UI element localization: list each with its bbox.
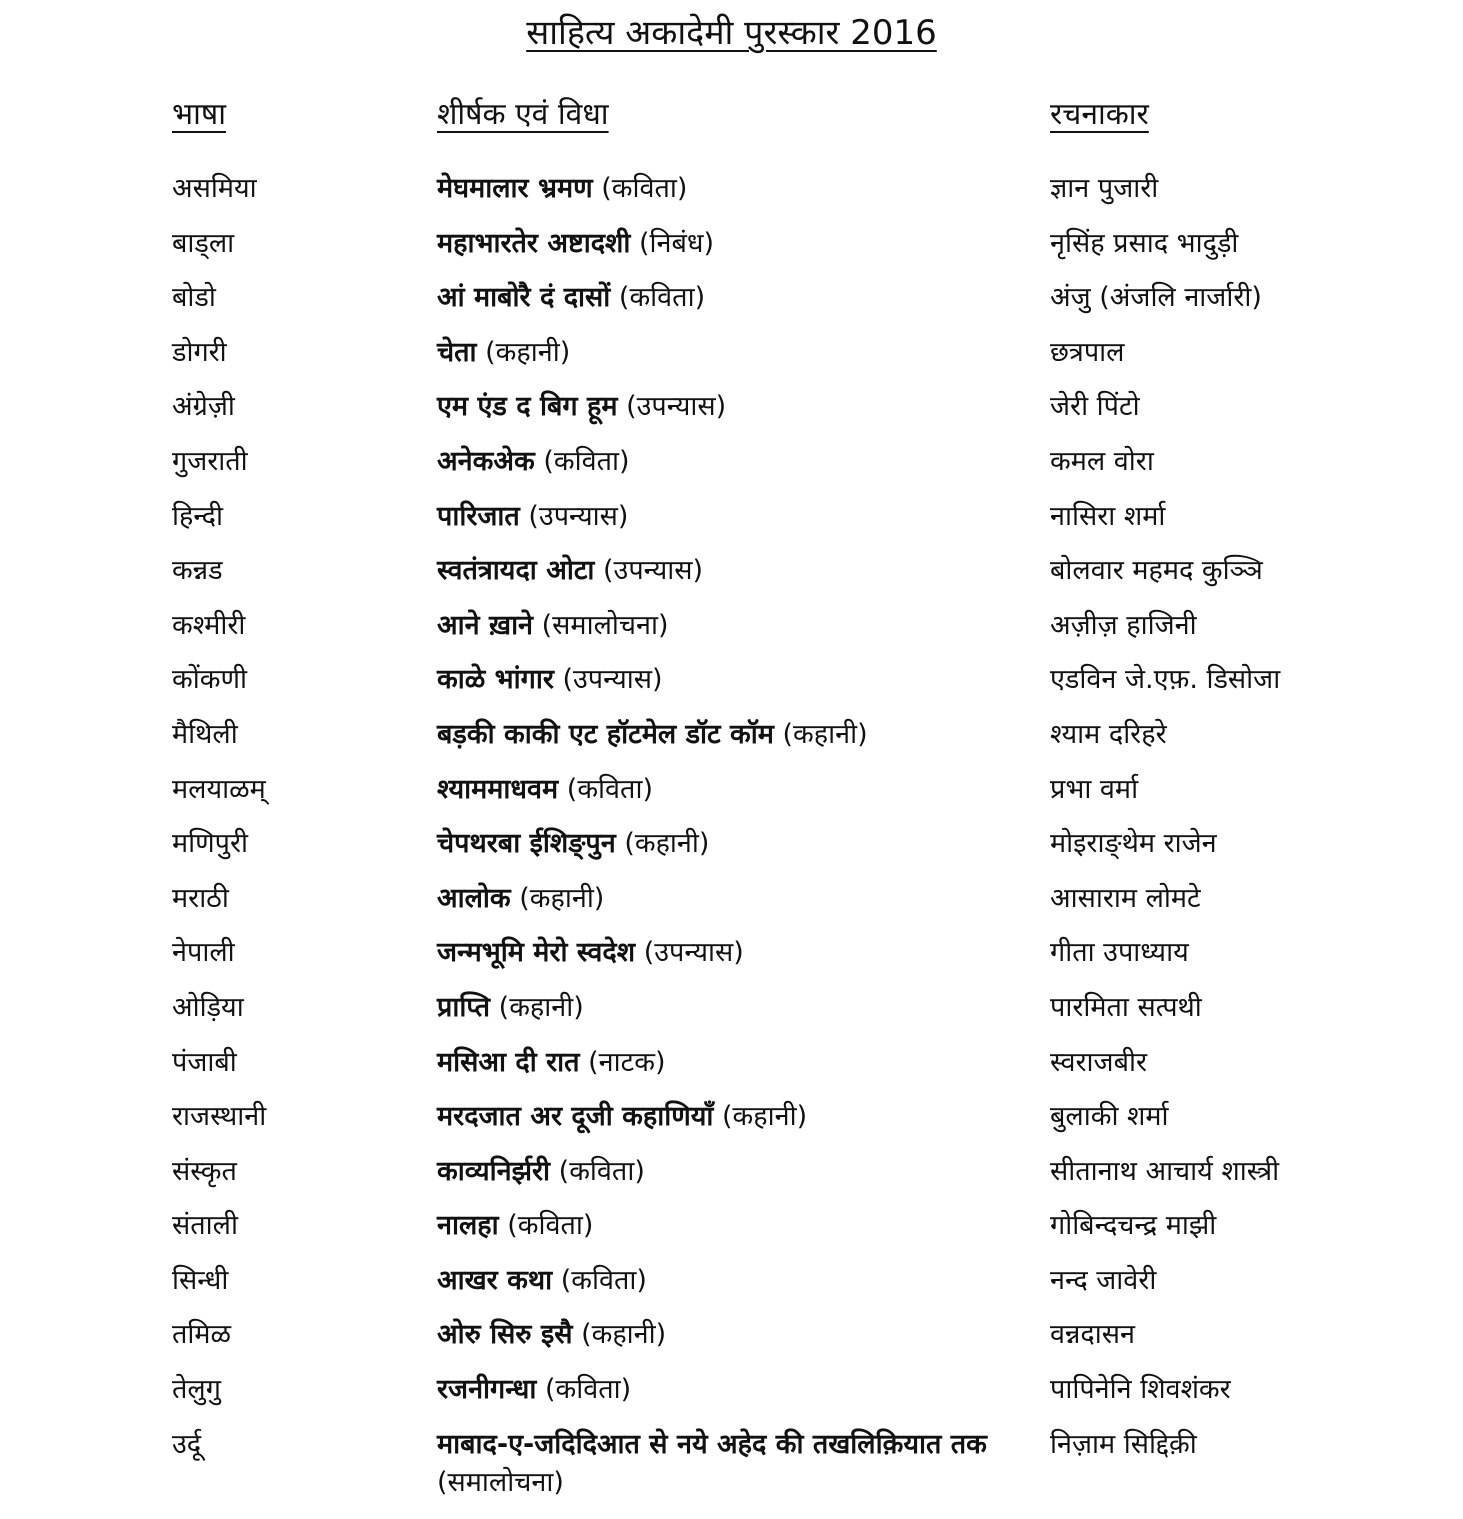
work-cell [437, 1207, 997, 1245]
award-row [0, 653, 1463, 708]
work-genre: (उपन्यास) [528, 500, 629, 532]
language-cell: गुजराती [172, 445, 248, 477]
language-cell: असमिया [172, 173, 257, 204]
language-cell: बाड्ला [172, 227, 235, 259]
work-title: ओरु सिरु इसै [437, 1319, 573, 1351]
work-cell [437, 1262, 997, 1300]
work-cell [437, 661, 997, 699]
work-title: आलोक [437, 882, 511, 914]
language-cell: ओड़िया [172, 991, 244, 1023]
work-cell [437, 1316, 997, 1354]
work-cell [437, 934, 997, 972]
work-title: माबाद-ए-जदिदिआत से नये अहेद की तखलिक़ियात तक [437, 1428, 987, 1460]
work-cell [437, 279, 997, 317]
author-cell: अज़ीज़ हाजिनी [1050, 609, 1197, 641]
work-title: अनेकअेक [437, 445, 535, 477]
language-cell: मलयाळम् [172, 773, 266, 805]
award-row [0, 872, 1463, 927]
language-cell: संताली [172, 1210, 238, 1242]
author-cell: अंजु (अंजलि नार्जारी) [1050, 282, 1262, 314]
work-genre: (कविता) [618, 282, 706, 314]
language-cell: बोडो [172, 282, 216, 314]
work-cell [437, 1098, 997, 1136]
work-genre: (कविता) [601, 173, 688, 204]
author-cell: पापिनेनि शिवशंकर [1050, 1374, 1231, 1406]
author-cell: जेरी पिंटो [1050, 391, 1140, 423]
author-cell: पारमिता सत्पथी [1050, 991, 1202, 1023]
work-genre: (कविता) [560, 1264, 647, 1296]
work-title: आं माबोरै दं दासों [437, 282, 611, 314]
work-title: आने ख़ाने [437, 609, 534, 641]
work-title: एम एंड द बिग हूम [437, 391, 618, 423]
author-cell: छत्रपाल [1050, 336, 1125, 368]
work-title: महाभारतेर अष्टादशी [437, 227, 631, 259]
work-cell [437, 825, 997, 863]
award-row [0, 1036, 1463, 1091]
work-genre: (समालोचना) [437, 1466, 564, 1498]
work-title: आखर कथा [437, 1264, 553, 1296]
language-cell: मैथिली [172, 718, 238, 750]
language-cell: तेलुगु [172, 1374, 221, 1406]
work-cell [437, 771, 997, 809]
work-title: मसिआ दी रात [437, 1046, 580, 1078]
language-cell: उर्दू [172, 1428, 202, 1460]
language-cell: कन्नड [172, 555, 223, 587]
language-cell: सिन्धी [172, 1264, 229, 1296]
award-row [0, 380, 1463, 435]
work-genre: (उपन्यास) [603, 555, 704, 587]
language-cell: डोगरी [172, 336, 227, 368]
work-title: पारिजात [437, 500, 520, 532]
award-row [0, 1145, 1463, 1200]
work-title: नालहा [437, 1210, 499, 1242]
work-genre: (कविता) [543, 445, 630, 477]
author-cell: स्वराजबीर [1050, 1046, 1148, 1078]
language-cell: तमिळ [172, 1319, 232, 1351]
award-row [0, 1090, 1463, 1145]
work-title: काळे भांगार [437, 664, 554, 696]
award-row [0, 926, 1463, 981]
author-cell: ज्ञान पुजारी [1050, 173, 1159, 204]
work-genre: (कविता) [558, 1155, 645, 1187]
work-cell [437, 880, 997, 918]
work-cell [437, 1153, 997, 1191]
author-cell: एडविन जे.एफ़. डिसोजा [1050, 664, 1281, 696]
author-cell: मोइराङ्थेम राजेन [1050, 828, 1217, 860]
work-genre: (उपन्यास) [643, 937, 744, 969]
work-title: मरदजात अर दूजी कहाणियाँ [437, 1101, 714, 1133]
work-genre: (उपन्यास) [626, 391, 727, 423]
work-cell [437, 552, 997, 590]
work-genre: (कहानी) [782, 718, 868, 750]
work-title: प्राप्ति [437, 991, 491, 1023]
work-genre: (कहानी) [485, 336, 571, 368]
work-title: स्वतंत्रायदा ओटा [437, 555, 595, 587]
author-cell: गीता उपाध्याय [1050, 937, 1189, 969]
work-cell [437, 1044, 997, 1082]
award-row [0, 162, 1463, 217]
award-row [0, 599, 1463, 654]
work-cell [437, 989, 997, 1027]
award-row [0, 490, 1463, 545]
award-row [0, 1363, 1463, 1418]
author-cell: प्रभा वर्मा [1050, 773, 1139, 805]
work-genre: (कहानी) [581, 1319, 667, 1351]
language-cell: अंग्रेज़ी [172, 391, 235, 423]
work-genre: (कहानी) [624, 828, 710, 860]
award-row [0, 217, 1463, 272]
award-row [0, 708, 1463, 763]
work-genre: (समालोचना) [541, 609, 669, 641]
language-cell: राजस्थानी [172, 1101, 267, 1133]
work-genre: (कविता) [544, 1374, 632, 1406]
work-title: चेपथरबा ईशिङ्पुन [437, 828, 616, 860]
language-cell: नेपाली [172, 937, 235, 969]
column-header-language: भाषा [172, 97, 226, 132]
language-cell: हिन्दी [172, 500, 224, 532]
language-cell: पंजाबी [172, 1046, 237, 1078]
work-cell [437, 716, 997, 754]
work-genre: (कविता) [507, 1210, 594, 1242]
author-cell: बोलवार महमद कुञ्ञि [1050, 555, 1263, 587]
document-title: साहित्य अकादेमी पुरस्कार 2016 [526, 13, 937, 53]
work-genre: (नाटक) [588, 1046, 666, 1078]
author-cell: श्याम दरिहरे [1050, 718, 1167, 750]
award-row [0, 1308, 1463, 1363]
column-header-author: रचनाकार [1050, 97, 1149, 132]
work-cell [437, 225, 997, 263]
column-header-work: शीर्षक एवं विधा [437, 97, 609, 132]
work-genre: (निबंध) [639, 227, 715, 259]
work-title: मेघमालार भ्रमण [437, 173, 593, 204]
work-cell [437, 1426, 997, 1502]
work-genre: (कहानी) [519, 882, 605, 914]
language-cell: कश्मीरी [172, 609, 246, 641]
award-row [0, 435, 1463, 490]
work-genre: (कहानी) [722, 1101, 808, 1133]
work-genre: (उपन्यास) [562, 664, 663, 696]
award-row [0, 1199, 1463, 1254]
author-cell: नन्द जावेरी [1050, 1264, 1157, 1296]
language-cell: संस्कृत [172, 1155, 237, 1187]
work-title: बड़की काकी एट हॉटमेल डॉट कॉम [437, 718, 774, 750]
award-row [0, 763, 1463, 818]
work-title: जन्मभूमि मेरो स्वदेश [437, 937, 636, 969]
award-row [0, 981, 1463, 1036]
work-cell [437, 388, 997, 426]
award-row [0, 271, 1463, 326]
language-cell: कोंकणी [172, 664, 247, 696]
work-cell [437, 607, 997, 645]
work-cell [437, 334, 997, 372]
work-cell [437, 498, 997, 536]
author-cell: गोबिन्दचन्द्र माझी [1050, 1210, 1217, 1242]
work-genre: (कहानी) [498, 991, 584, 1023]
work-title: रजनीगन्धा [437, 1374, 537, 1406]
author-cell: आसाराम लोमटे [1050, 882, 1201, 914]
award-row [0, 1418, 1463, 1508]
work-title: चेता [437, 336, 477, 368]
author-cell: नासिरा शर्मा [1050, 500, 1166, 532]
award-row [0, 817, 1463, 872]
author-cell: बुलाकी शर्मा [1050, 1101, 1169, 1133]
author-cell: कमल वोरा [1050, 445, 1154, 477]
award-list [0, 162, 1463, 1508]
work-cell [437, 1371, 997, 1409]
work-title: श्याममाधवम [437, 773, 559, 805]
language-cell: मणिपुरी [172, 828, 249, 860]
work-title: काव्यनिर्झरी [437, 1155, 551, 1187]
award-row [0, 544, 1463, 599]
award-row [0, 1254, 1463, 1309]
author-cell: वन्नदासन [1050, 1319, 1135, 1351]
award-row [0, 326, 1463, 381]
language-cell: मराठी [172, 882, 229, 914]
author-cell: नृसिंह प्रसाद भादुड़ी [1050, 227, 1239, 259]
work-cell [437, 443, 997, 481]
author-cell: निज़ाम सिद्दिक़ी [1050, 1428, 1197, 1460]
work-cell [437, 170, 997, 208]
author-cell: सीतानाथ आचार्य शास्त्री [1050, 1155, 1280, 1187]
work-genre: (कविता) [566, 773, 653, 805]
